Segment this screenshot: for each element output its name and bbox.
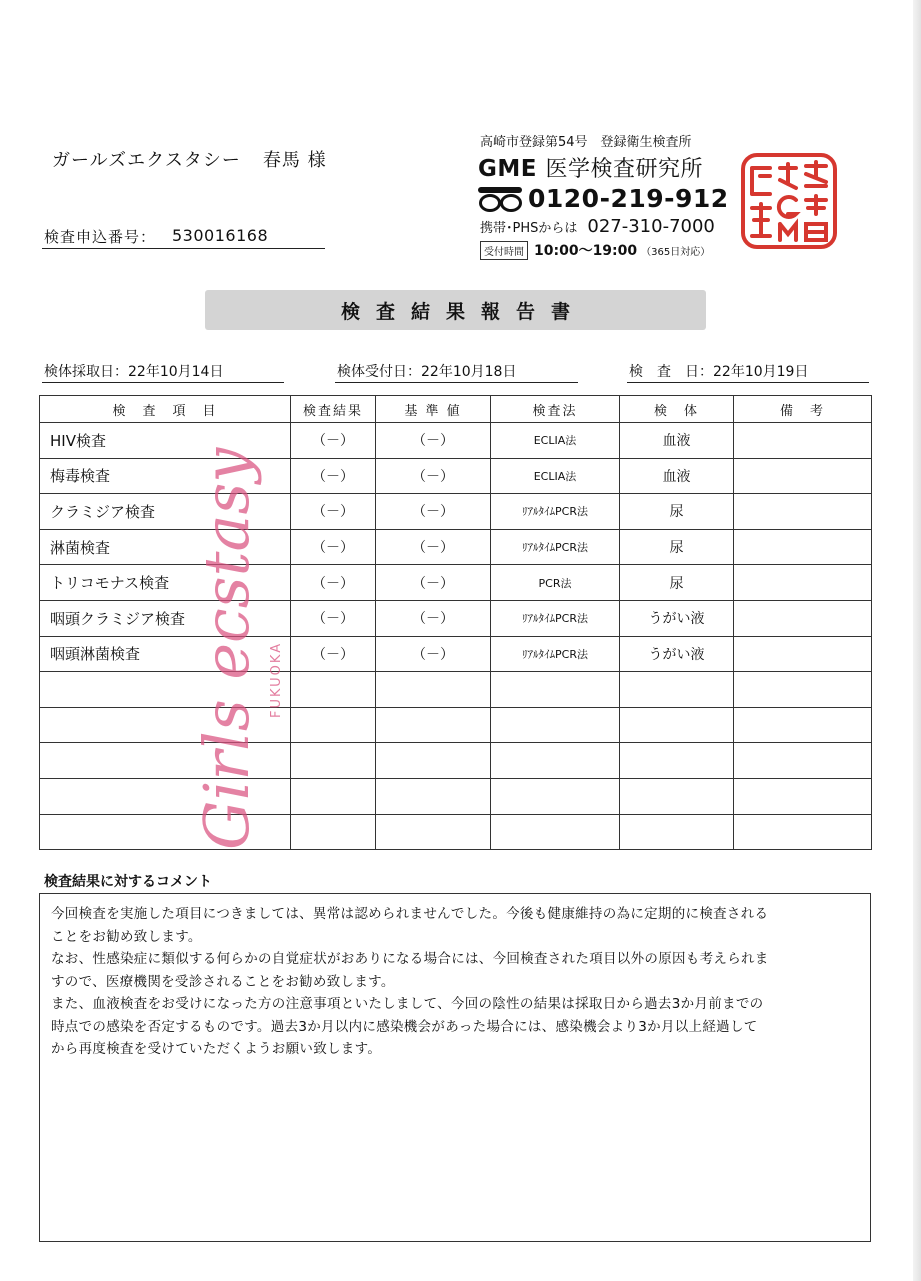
cell-remarks [734,529,872,565]
freedial-icon [478,187,522,209]
cell-item [40,707,291,743]
table-row [40,565,872,601]
cell-specimen: 血液 [620,458,734,494]
recipient-company: ガールズエクスタシー [52,150,241,171]
cell-result [291,707,376,743]
cell-reference [376,814,491,850]
cell-item: 咽頭淋菌検査 [40,636,291,672]
cell-specimen [620,743,734,779]
table-row [40,458,872,494]
cell-reference: （－） [376,458,491,494]
table-row [40,672,872,708]
cell-specimen: 尿 [620,565,734,601]
header-item: 検 査 項 目 [40,396,291,423]
lab-tel-row [478,183,729,213]
cell-remarks [734,778,872,814]
cell-reference [376,707,491,743]
application-number-label: 検査申込番号： [44,228,157,246]
lab-mobile-number: 027-310-7000 [587,216,715,237]
cell-item: クラミジア検査 [40,494,291,530]
cell-result [291,778,376,814]
cell-remarks [734,423,872,459]
table-row [40,814,872,850]
comment-label: 検査結果に対するコメント [44,874,212,890]
cell-remarks [734,814,872,850]
comment-line: 今回検査を実施した項目につきましては、異常は認められませんでした。今後も健康維持の為に定期的に検査される [51,906,769,922]
cell-result: （－） [291,565,376,601]
application-number-value: 530016168 [172,226,269,245]
cell-reference [376,743,491,779]
cell-reference: （－） [376,529,491,565]
cell-method: ﾘｱﾙﾀｲﾑPCR法 [491,600,620,636]
cell-remarks [734,707,872,743]
comment-line: すので、医療機関を受診されることをお勧め致します。 [51,973,395,990]
lab-name [478,152,703,183]
table-row [40,778,872,814]
comment-text [51,903,863,1061]
cell-result [291,672,376,708]
header-method: 検査法 [491,396,620,423]
test-date: 検 査 日：22年10月19日 [627,358,869,383]
lab-hours-note: （365日対応） [641,246,711,258]
header-result: 検査結果 [291,396,376,423]
lab-registration: 高崎市登録第54号 登録衛生検査所 [480,135,692,150]
cell-method [491,814,620,850]
table-row [40,494,872,530]
comment-line: から再度検査を受けていただくようお願い致します。 [51,1041,382,1057]
cell-remarks [734,672,872,708]
cell-reference [376,778,491,814]
page-edge-shadow [913,0,921,1281]
lab-mobile [480,216,715,237]
cell-result [291,814,376,850]
cell-method: ECLIA法 [491,458,620,494]
cell-method: ECLIA法 [491,423,620,459]
cell-result: （－） [291,636,376,672]
lab-mobile-label: 携帯･PHSからは [480,221,578,236]
cell-item: トリコモナス検査 [40,565,291,601]
cell-result: （－） [291,423,376,459]
cell-method: PCR法 [491,565,620,601]
cell-result: （－） [291,494,376,530]
table-row [40,423,872,459]
cell-specimen: うがい液 [620,636,734,672]
cell-method: ﾘｱﾙﾀｲﾑPCR法 [491,636,620,672]
recipient-person: 春馬 [262,150,301,171]
cell-reference: （－） [376,636,491,672]
lab-hours [480,240,710,260]
cell-item: 咽頭クラミジア検査 [40,600,291,636]
cell-specimen: うがい液 [620,600,734,636]
cell-method: ﾘｱﾙﾀｲﾑPCR法 [491,529,620,565]
lab-name-latin: GME [478,156,537,182]
cell-remarks [734,458,872,494]
table-row [40,707,872,743]
cell-item: 淋菌検査 [40,529,291,565]
cell-specimen: 尿 [620,529,734,565]
application-number-field [42,224,325,249]
cell-method [491,672,620,708]
company-seal [740,152,838,250]
lab-hours-time: 10:00〜19:00 [534,243,638,259]
cell-item [40,814,291,850]
cell-remarks [734,743,872,779]
cell-method: ﾘｱﾙﾀｲﾑPCR法 [491,494,620,530]
cell-remarks [734,494,872,530]
watermark-sub: FUKUOKA [269,641,284,718]
header-reference: 基 準 値 [376,396,491,423]
lab-name-jp: 医学検査研究所 [545,157,704,182]
comment-line: また、血液検査をお受けになった方の注意事項といたしまして、今回の陰性の結果は採取日から過去3か月前までの [51,996,764,1012]
cell-item: HIV検査 [40,423,291,459]
cell-reference [376,672,491,708]
cell-specimen [620,778,734,814]
watermark-script: Girls ecstasy [190,447,263,850]
cell-result [291,743,376,779]
cell-specimen [620,814,734,850]
cell-item [40,672,291,708]
comment-line: 時点での感染を否定するものです。過去3か月以内に感染機会があった場合には、感染機会より3か月以上経過して [51,1018,758,1035]
recipient-honorific: 様 [307,150,327,171]
cell-remarks [734,600,872,636]
comment-line: ことをお勧め致します。 [51,928,202,945]
results-table [39,395,872,850]
table-row [40,529,872,565]
header-specimen: 検 体 [620,396,734,423]
header-remarks: 備 考 [734,396,872,423]
cell-result: （－） [291,529,376,565]
comment-box [39,893,871,1242]
cell-specimen [620,672,734,708]
cell-item: 梅毒検査 [40,458,291,494]
lab-hours-badge: 受付時間 [480,241,528,260]
cell-remarks [734,565,872,601]
collection-date: 検体採取日：22年10月14日 [42,358,284,383]
cell-remarks [734,636,872,672]
cell-reference: （－） [376,423,491,459]
cell-result: （－） [291,458,376,494]
lab-tel: 0120-219-912 [528,183,729,213]
cell-result: （－） [291,600,376,636]
cell-reference: （－） [376,600,491,636]
table-header-row [40,396,872,423]
cell-method [491,778,620,814]
recipient-name [52,146,327,172]
table-row [40,600,872,636]
cell-item [40,778,291,814]
received-date: 検体受付日：22年10月18日 [335,358,578,383]
table-row [40,743,872,779]
cell-reference: （－） [376,494,491,530]
cell-specimen: 尿 [620,494,734,530]
cell-method [491,743,620,779]
table-row [40,636,872,672]
cell-item [40,743,291,779]
comment-line: なお、性感染症に類似する何らかの自覚症状がおありになる場合には、今回検査された項目以外の原因も考えられま [51,951,769,967]
cell-specimen [620,707,734,743]
cell-method [491,707,620,743]
report-title: 検査結果報告書 [205,290,706,330]
cell-reference: （－） [376,565,491,601]
cell-specimen: 血液 [620,423,734,459]
